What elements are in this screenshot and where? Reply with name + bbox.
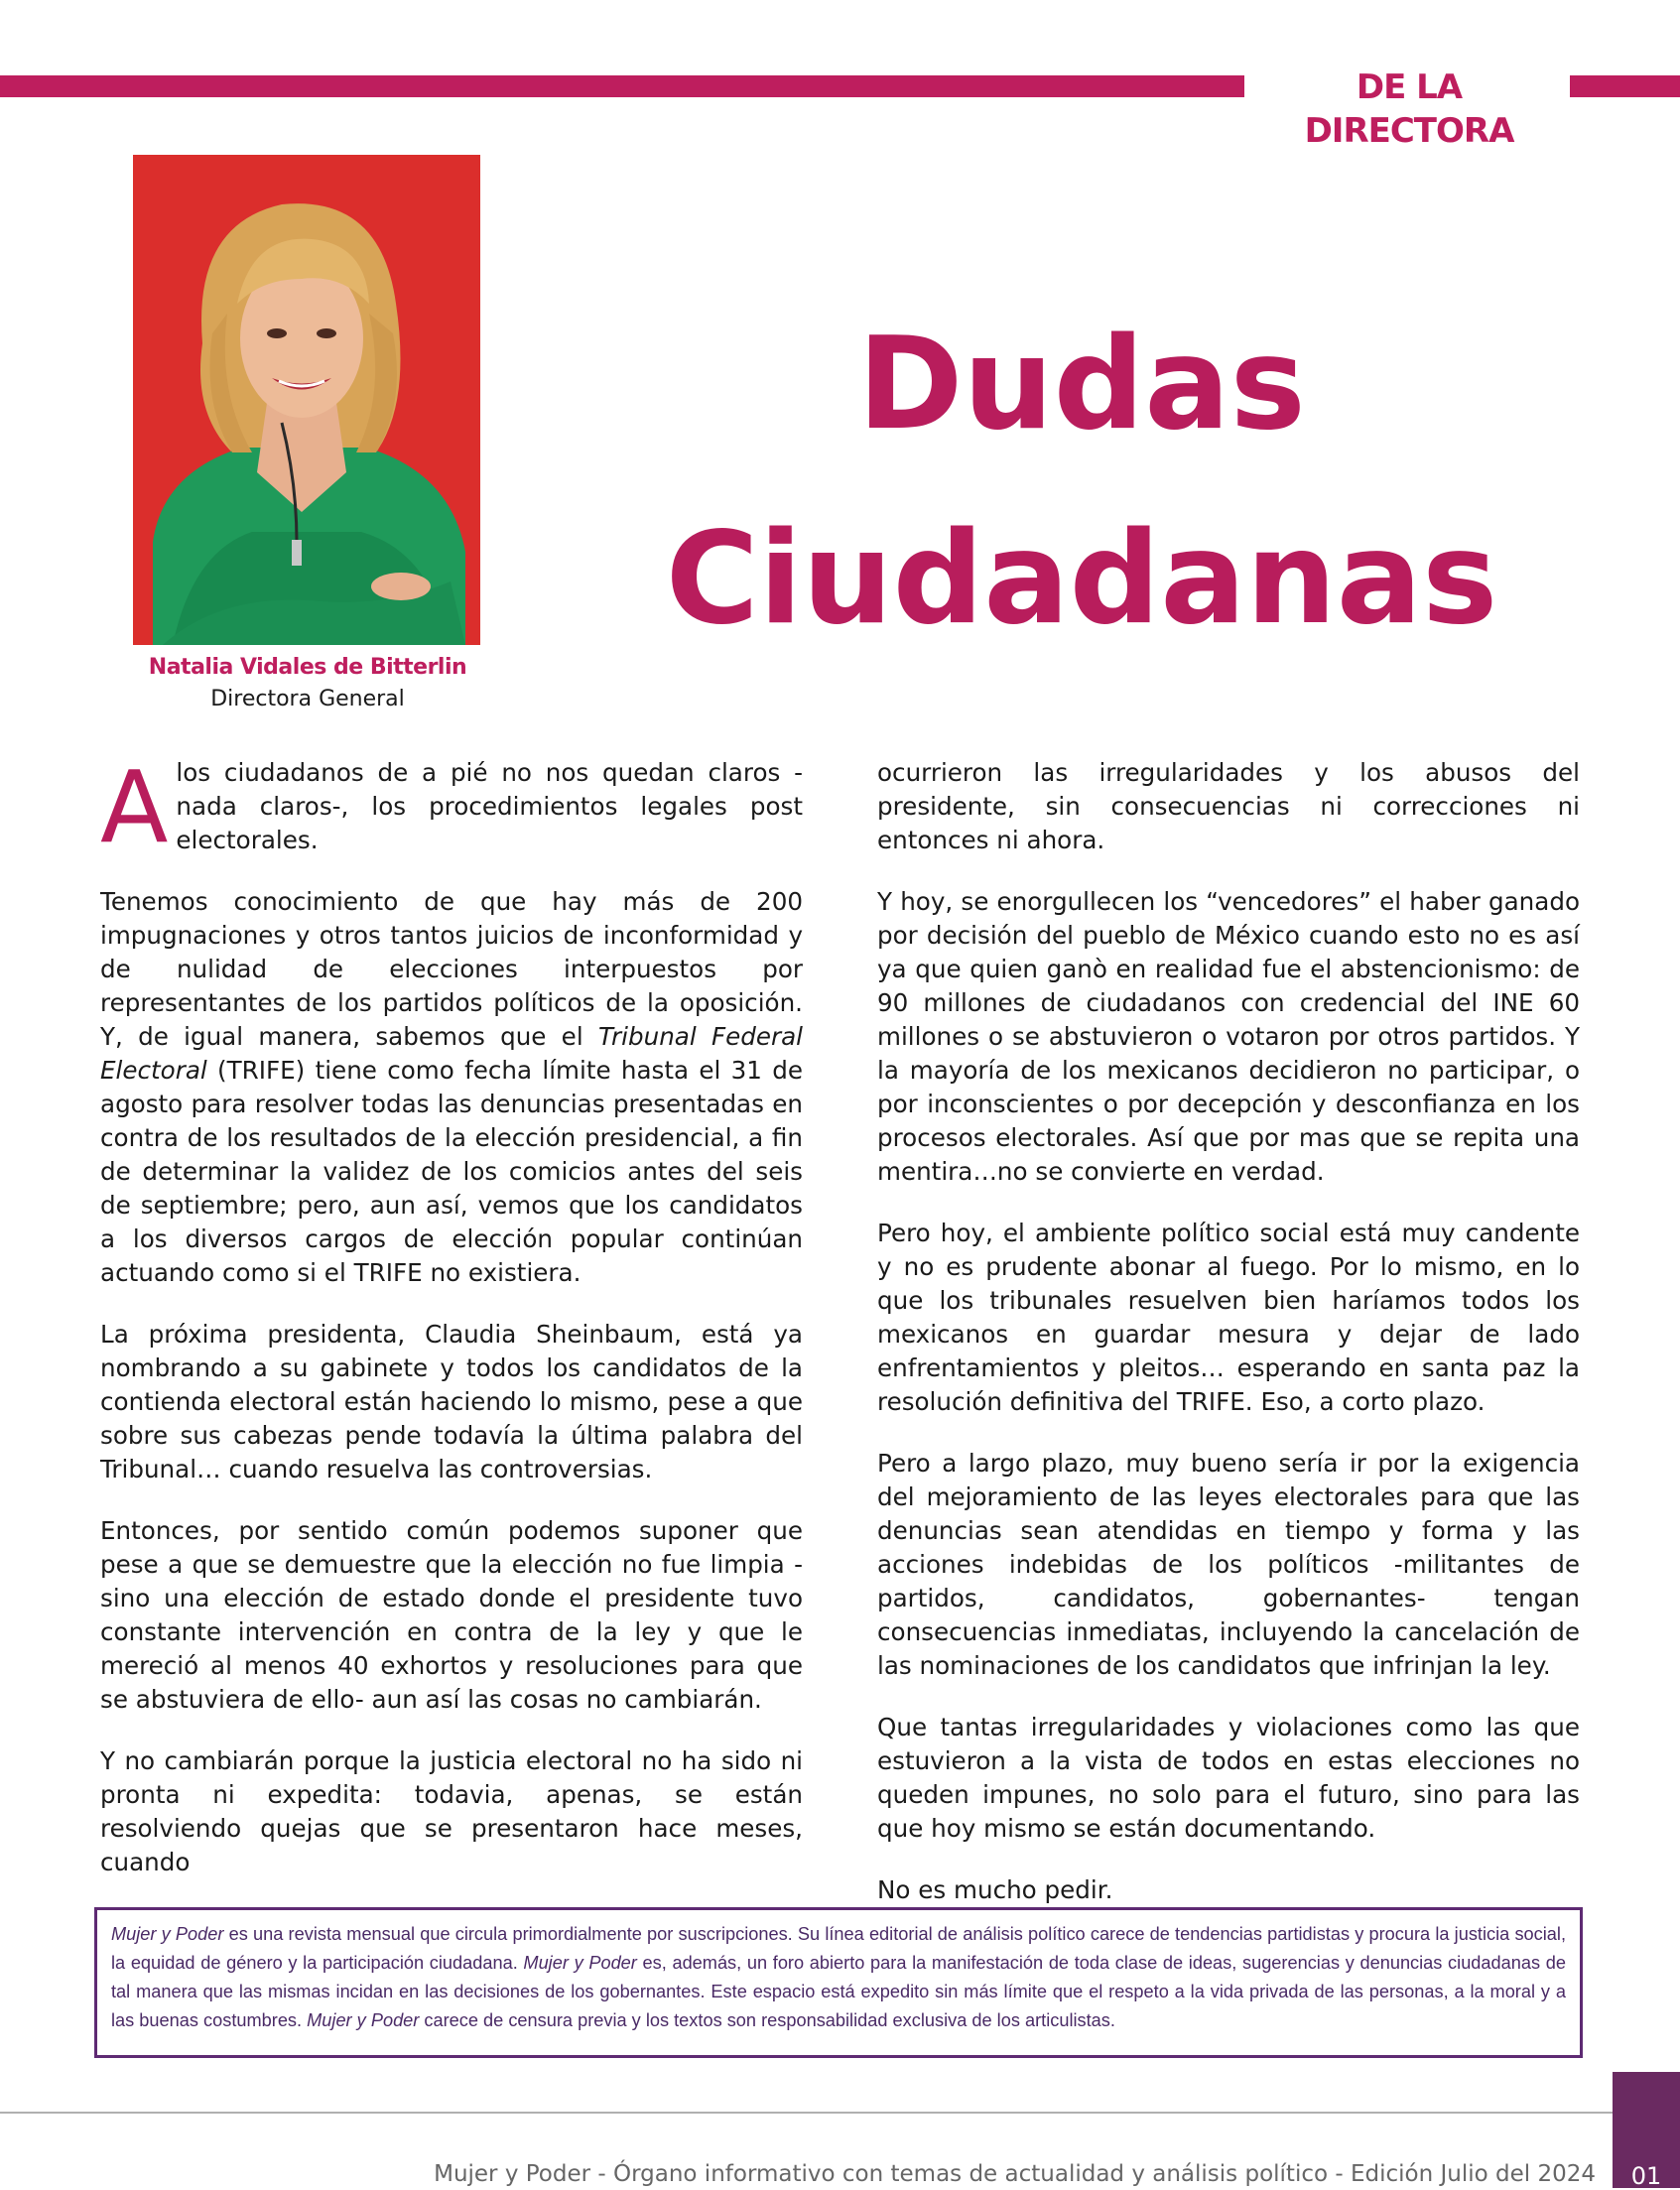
headline-line-2: Ciudadanas [665, 505, 1498, 653]
article-paragraph: Que tantas irregularidades y violaciones como las que estuvieron a la vista de todos en estas elecciones no queden impunes, no solo para el futuro, sino para las que hoy mismo se están documentando. [877, 1713, 1580, 1843]
article-paragraph: La próxima presidenta, Claudia Sheinbaum, está ya nombrando a su gabinete y todos los candidatos de la contienda electoral están haciendo lo mismo, pese a que sobre sus cabezas pende todavía la última palabra del Tribunal… cuando resuelva las controversias. [100, 1320, 803, 1483]
brand-name: Mujer y Poder [307, 2010, 420, 2030]
disclaimer-text: es una revista mensual que circula primordialmente por suscripciones. Su línea editorial de análisis político carece de tendencias partidistas y procura la justicia social, la equidad de género y la participación ciudadana. [111, 1924, 1566, 1973]
article-paragraph: ocurrieron las irregularidades y los abusos del presidente, sin consecuencias ni correcciones ni entonces ni ahora. [877, 758, 1580, 854]
drop-cap: A [100, 749, 169, 865]
article-column-right [877, 756, 1580, 1935]
publication-disclaimer [94, 1907, 1583, 2058]
paragraph-text: los ciudadanos de a pié no nos quedan claros -nada claros-, los procedimientos legales post electorales. [176, 758, 803, 854]
article-paragraph [100, 749, 803, 865]
header-rule-right [1570, 75, 1680, 97]
article-paragraph: Pero a largo plazo, muy bueno sería ir por la exigencia del mejoramiento de las leyes electorales para que las denuncias sean atendidas en tiempo y forma y las acciones indebidas de los políticos -militantes de partidos, candidatos, gobernantes- tengan consecuencias inmediatas, incluyendo la cancelación de las nominaciones de los candidatos que infrinjan la ley. [877, 1449, 1580, 1680]
footer-text: Mujer y Poder - Órgano informativo con temas de actualidad y análisis político - Edición Julio del 2024 [434, 2161, 1596, 2187]
article-paragraph: Y hoy, se enorgullecen los “vencedores” el haber ganado por decisión del pueblo de México cuando esto no es así ya que quien ganò en realidad fue el abstencionismo: de 90 millones de ciudadanos con credencial del INE 60 millones o se abstuvieron o votaron por otros partidos. Y la mayoría de los mexicanos decidieron no participar, o por inconscientes o por decepción y desconfianza en los procesos electorales. Así que por mas que se repita una mentira…no se convierte en verdad. [877, 887, 1580, 1186]
paragraph-text-cont: (TRIFE) tiene como fecha límite hasta el 31 de agosto para resolver todas las denuncias presentadas en contra de los resultados de la elección presidencial, a fin de determinar la validez de los comicios antes del seis de septiembre; pero, aun así, vemos que los candidatos a los diversos cargos de elección popular continúan actuando como si el TRIFE no existiera. [100, 1056, 803, 1287]
portrait-illustration [133, 155, 480, 645]
author-photo [133, 155, 480, 645]
section-tag: DE LA DIRECTORA [1304, 67, 1514, 151]
page-number: 01 [1613, 2072, 1680, 2188]
brand-name: Mujer y Poder [523, 1953, 637, 1973]
article-column-left [100, 749, 803, 1907]
disclaimer-text: carece de censura previa y los textos son responsabilidad exclusiva de los articulistas. [419, 2010, 1115, 2030]
article-paragraph [100, 885, 803, 1290]
footer-rule [0, 2112, 1613, 2114]
headline-line-1: Dudas [857, 311, 1306, 458]
article-paragraph: Pero hoy, el ambiente político social está muy candente y no es prudente abonar al fuego. Por lo mismo, en lo que los tribunales resuelven bien haríamos todos los mexicanos en guardar mesura y dejar de lado enfrentamientos y pleitos… esperando en santa paz la resolución definitiva del TRIFE. Eso, a corto plazo. [877, 1219, 1580, 1416]
article-closing: No es mucho pedir. [877, 1875, 1113, 1904]
court-name: Tribunal Federal Electoral [100, 1022, 803, 1085]
header-rule-left [0, 75, 1244, 97]
article-paragraph: Entonces, por sentido común podemos suponer que pese a que se demuestre que la elección no fue limpia -sino una elección de estado donde el presidente tuvo constante intervención en contra de la ley y que le mereció al menos 40 exhortos y resoluciones para que se abstuviera de ello- aun así las cosas no cambiarán. [100, 1516, 803, 1714]
paragraph-text: Tenemos conocimiento de que hay más de 200 impugnaciones y otros tantos juicios de inconformidad y de nulidad de elecciones interpuestos por representantes de los partidos políticos de la oposición. Y, de igual manera, sabemos que el [100, 887, 803, 1051]
article-headline [556, 288, 1608, 677]
author-name: Natalia Vidales de Bitterlin [148, 655, 467, 680]
author-role: Directora General [210, 687, 405, 711]
article-paragraph: Y no cambiarán porque la justicia electoral no ha sido ni pronta ni expedita: todavia, apenas, se están resolviendo quejas que se presentaron hace meses, cuando [100, 1746, 803, 1876]
disclaimer-text: es, además, un foro abierto para la manifestación de toda clase de ideas, sugerencias y denuncias ciudadanas de tal manera que las mismas incidan en las decisiones de los gobernantes. Este espacio está expedito sin más límite que el respeto a la vida privada de las personas, a la moral y a las buenas costumbres. [111, 1953, 1566, 2030]
brand-name: Mujer y Poder [111, 1924, 224, 1944]
